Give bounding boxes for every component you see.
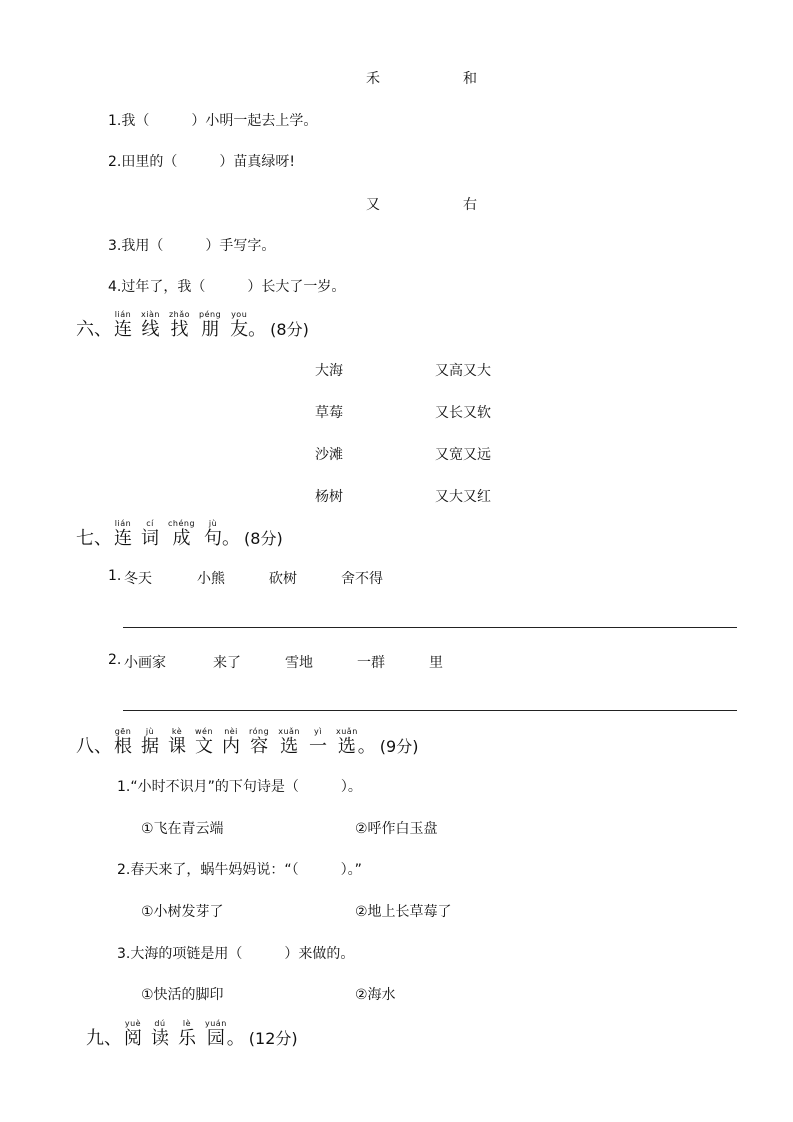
ruby-char: péng 朋 (199, 310, 222, 340)
match-right-2: 又长又软 (435, 405, 491, 421)
match-right-4: 又大又红 (435, 489, 491, 505)
word-card: 小熊 (197, 571, 225, 587)
char-pair-2-b: 右 (463, 197, 477, 213)
ruby-char: lè 乐 (178, 1019, 196, 1049)
word-card: 冬天 (124, 571, 152, 587)
section-8-number: 八、 (76, 736, 112, 757)
ruby-char: gēn 根 (114, 727, 132, 757)
ruby-char: wén 文 (195, 727, 214, 757)
ruby-char: kè 课 (168, 727, 186, 757)
ruby-char: xuǎn 选 (335, 727, 358, 757)
word-card: 雪地 (285, 655, 313, 671)
ruby-char: cí 词 (141, 519, 159, 549)
question-8-3: 3.大海的项链是用（ ）来做的。 (117, 946, 355, 962)
section-6-heading (76, 310, 309, 341)
ruby-char: jù 句 (204, 519, 223, 549)
section-8-heading (76, 727, 418, 758)
question-7-2-number: 2. (108, 652, 122, 668)
ruby-char: xuǎn 选 (278, 727, 300, 757)
section-6-points: (8分) (270, 320, 309, 339)
match-left-1: 大海 (315, 363, 343, 379)
match-left-3: 沙滩 (315, 447, 343, 463)
section-9-points: (12分) (248, 1029, 298, 1048)
question-7-1-number: 1. (108, 568, 122, 584)
word-card: 来了 (213, 655, 241, 671)
section-9-heading (86, 1019, 298, 1050)
ruby-char: jù 据 (141, 727, 159, 757)
ruby-char: lián 连 (114, 519, 132, 549)
question-8-1: 1.“小时不识月”的下句诗是（ ）。 (117, 779, 362, 795)
question-5-1: 1.我（ ）小明一起去上学。 (108, 113, 318, 129)
option-8-3-a[interactable]: ①快活的脚印 (141, 987, 224, 1003)
match-left-4: 杨树 (315, 489, 343, 505)
answer-line-2[interactable] (123, 710, 737, 711)
match-left-2: 草莓 (315, 405, 343, 421)
option-8-2-b[interactable]: ②地上长草莓了 (355, 904, 452, 920)
ruby-char: yuè 阅 (124, 1019, 142, 1049)
section-8-tail: 。 (357, 736, 376, 757)
section-7-heading (76, 519, 283, 550)
ruby-char: dú 读 (151, 1019, 169, 1049)
question-8-2: 2.春天来了，蜗牛妈妈说：“（ ）。” (117, 862, 362, 878)
section-6-number: 六、 (76, 319, 112, 340)
ruby-char: zhǎo 找 (168, 310, 191, 340)
section-6-tail: 。 (248, 319, 267, 340)
match-right-3: 又宽又远 (435, 447, 491, 463)
char-pair-2-a: 又 (366, 197, 380, 213)
section-8-points: (9分) (379, 737, 419, 756)
section-7-points: (8分) (244, 529, 283, 548)
ruby-char: you 友 (230, 310, 249, 340)
section-7-tail: 。 (222, 528, 241, 549)
ruby-char: yuán 园 (205, 1019, 227, 1049)
word-card: 里 (429, 655, 443, 671)
word-card: 舍不得 (341, 571, 383, 587)
ruby-char: xiàn 线 (141, 310, 160, 340)
question-5-2: 2.田里的（ ）苗真绿呀! (108, 154, 295, 170)
section-9-tail: 。 (226, 1028, 245, 1049)
option-8-1-b[interactable]: ②呼作白玉盘 (355, 821, 438, 837)
ruby-char: yì 一 (308, 727, 327, 757)
ruby-char: lián 连 (114, 310, 132, 340)
word-card: 砍树 (269, 571, 297, 587)
question-5-4: 4.过年了，我（ ）长大了一岁。 (108, 279, 346, 295)
answer-line-1[interactable] (123, 627, 737, 628)
ruby-char: róng 容 (249, 727, 270, 757)
word-card: 一群 (357, 655, 385, 671)
option-8-3-b[interactable]: ②海水 (355, 987, 396, 1003)
ruby-char: chéng 成 (168, 519, 196, 549)
section-7-number: 七、 (76, 528, 112, 549)
option-8-2-a[interactable]: ①小树发芽了 (141, 904, 224, 920)
ruby-char: nèi 内 (222, 727, 241, 757)
char-pair-1-a: 禾 (366, 71, 380, 87)
match-right-1: 又高又大 (435, 363, 491, 379)
option-8-1-a[interactable]: ①飞在青云端 (141, 821, 224, 837)
question-5-3: 3.我用（ ）手写字。 (108, 238, 276, 254)
section-9-number: 九、 (86, 1028, 122, 1049)
word-card: 小画家 (124, 655, 166, 671)
char-pair-1-b: 和 (463, 71, 477, 87)
